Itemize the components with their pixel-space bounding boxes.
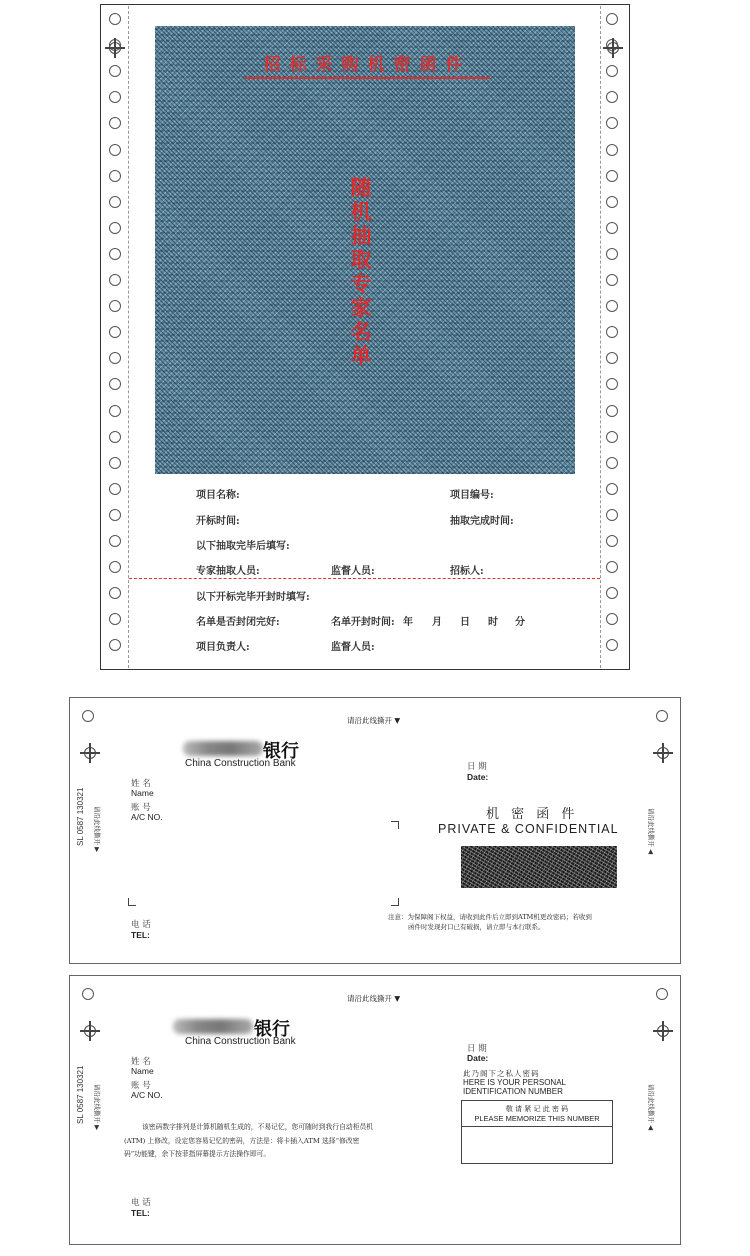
registration-mark-icon	[606, 41, 620, 55]
tractor-hole-icon	[109, 561, 121, 573]
header-title: 招标采购机密函件	[245, 50, 490, 79]
tractor-hole-icon	[606, 248, 618, 260]
right-perforation	[600, 6, 601, 668]
bank-logo-blurred	[183, 741, 263, 756]
tractor-hole-icon	[606, 457, 618, 469]
tear-hint: 请沿此线撕开 ▼	[347, 716, 401, 725]
date-label-cn: 日 期	[467, 762, 487, 772]
tractor-hole-icon	[606, 431, 618, 443]
tractor-hole-icon	[606, 13, 618, 25]
tractor-hole-icon	[606, 483, 618, 495]
day-label: 日	[460, 617, 470, 628]
registration-mark-icon	[83, 1024, 97, 1038]
serial-number: SL 0587 130321	[76, 787, 85, 846]
red-cut-line	[129, 578, 600, 579]
tel-label-cn: 电 话	[131, 920, 151, 930]
side-tear-hint: 请沿此线撕开 ▶	[93, 806, 101, 853]
open-time-label: 名单开封时间:	[331, 617, 395, 628]
name-label-cn: 姓 名	[131, 1057, 151, 1067]
registration-mark-icon	[656, 1024, 670, 1038]
hole-icon	[656, 710, 668, 722]
date-label-en: Date:	[467, 772, 489, 782]
account-label-en: A/C NO.	[131, 812, 163, 822]
supervisor-label: 监督人员:	[331, 566, 375, 577]
private-title-cn: 机 密 函 件	[486, 807, 579, 822]
tractor-hole-icon	[109, 457, 121, 469]
tractor-hole-icon	[109, 13, 121, 25]
tear-hint: 请沿此线撕开 ▼	[347, 994, 401, 1003]
account-label-cn: 账 号	[131, 803, 151, 813]
registration-mark-icon	[83, 746, 97, 760]
tel-label-en: TEL:	[131, 930, 150, 940]
year-label: 年	[403, 617, 413, 628]
tractor-hole-icon	[606, 300, 618, 312]
tractor-hole-icon	[109, 170, 121, 182]
tractor-hole-icon	[606, 405, 618, 417]
pin-display-box	[461, 1100, 613, 1164]
pin-mailer-inner	[69, 975, 681, 1245]
section1-heading: 以下抽取完毕后填写:	[196, 541, 290, 552]
bank-name-cn: 银行	[254, 1019, 290, 1040]
instruction-line-3: 码”功能键，余下按菲指屏幕提示方法操作即可。	[124, 1150, 271, 1158]
extraction-done-label: 抽取完成时间:	[450, 516, 514, 527]
hour-label: 时	[488, 617, 498, 628]
window-corner	[391, 898, 399, 906]
month-label: 月	[432, 617, 442, 628]
tractor-hole-icon	[109, 431, 121, 443]
tractor-hole-icon	[606, 196, 618, 208]
tractor-hole-icon	[109, 509, 121, 521]
tractor-hole-icon	[606, 561, 618, 573]
tractor-hole-icon	[109, 300, 121, 312]
project-name-label: 项目名称:	[196, 490, 240, 501]
tractor-hole-icon	[606, 170, 618, 182]
hole-icon	[656, 988, 668, 1000]
serial-number: SL 0587 130321	[76, 1065, 85, 1124]
tractor-hole-icon	[109, 405, 121, 417]
pin-box-header	[462, 1101, 612, 1127]
tractor-hole-icon	[109, 196, 121, 208]
registration-mark-icon	[108, 41, 122, 55]
date-label-cn: 日 期	[467, 1044, 487, 1054]
memo-cn: 敬 请 紧 记 此 密 码	[505, 1105, 569, 1113]
minute-label: 分	[515, 617, 525, 628]
pin-title-cn: 此乃阁下之私人密码	[463, 1069, 540, 1078]
name-label-en: Name	[131, 788, 154, 798]
tractor-hole-icon	[606, 535, 618, 547]
pin-title-en-1: HERE IS YOUR PERSONAL	[463, 1078, 566, 1087]
side-tear-hint: 请沿此线撕开 ◀	[647, 1084, 655, 1131]
hole-icon	[82, 988, 94, 1000]
security-noise-box	[461, 846, 617, 888]
tel-label-cn: 电 话	[131, 1198, 151, 1208]
instruction-line-1: 该密码数字排列是计算机随机生成的，不易记忆，您可随时到我行自动柜员机	[142, 1123, 374, 1131]
pin-title-en-2: IDENTIFICATION NUMBER	[463, 1087, 563, 1096]
sealed-check-label: 名单是否封闭完好:	[196, 617, 280, 628]
pin-mailer-cover	[69, 697, 681, 964]
section2-heading: 以下开标完毕开封时填写:	[196, 592, 310, 603]
bank-logo-blurred	[173, 1019, 253, 1034]
expert-extractor-label: 专家抽取人员:	[196, 566, 260, 577]
hole-icon	[82, 710, 94, 722]
tractor-hole-icon	[606, 222, 618, 234]
name-label-cn: 姓 名	[131, 779, 151, 789]
bank-name-en: China Construction Bank	[185, 1036, 296, 1047]
left-perforation	[128, 6, 129, 668]
tractor-hole-icon	[109, 222, 121, 234]
registration-mark-icon	[656, 746, 670, 760]
tractor-hole-icon	[109, 144, 121, 156]
name-label-en: Name	[131, 1066, 154, 1076]
side-tear-hint: 请沿此线撕开 ◀	[647, 808, 655, 855]
project-lead-label: 项目负责人:	[196, 642, 250, 653]
date-label-en: Date:	[467, 1053, 489, 1063]
tractor-hole-icon	[606, 144, 618, 156]
bank-name-en: China Construction Bank	[185, 758, 296, 769]
side-tear-hint: 请沿此线撕开 ▶	[93, 1084, 101, 1131]
window-corner	[128, 898, 136, 906]
tractor-hole-icon	[606, 509, 618, 521]
project-number-label: 项目编号:	[450, 490, 494, 501]
tel-label-en: TEL:	[131, 1208, 150, 1218]
account-label-en: A/C NO.	[131, 1090, 163, 1100]
notice-text: 注意：为保障阁下权益，请收到此件后立即到ATM机更改密码；若收到	[388, 913, 592, 921]
vertical-title: 随机抽取专家名单	[350, 175, 372, 368]
instruction-line-2: (ATM) 上修改，设定您容易记忆的密码，方法是：将卡插入ATM 选择“修改密	[124, 1137, 360, 1145]
tractor-hole-icon	[109, 274, 121, 286]
tractor-hole-icon	[109, 248, 121, 260]
bid-open-time-label: 开标时间:	[196, 516, 240, 527]
memo-en: PLEASE MEMORIZE THIS NUMBER	[474, 1114, 600, 1123]
tractor-hole-icon	[109, 535, 121, 547]
bank-name-cn: 银行	[263, 741, 299, 762]
tractor-hole-icon	[109, 483, 121, 495]
supervisor-label: 监督人员:	[331, 642, 375, 653]
tenderer-label: 招标人:	[450, 566, 484, 577]
window-corner	[391, 821, 399, 829]
notice-text-line2: 函件时发现封口已有破损，请立即与本行联系。	[408, 923, 545, 931]
account-label-cn: 账 号	[131, 1081, 151, 1091]
tractor-hole-icon	[606, 274, 618, 286]
private-title-en: PRIVATE & CONFIDENTIAL	[438, 822, 619, 836]
